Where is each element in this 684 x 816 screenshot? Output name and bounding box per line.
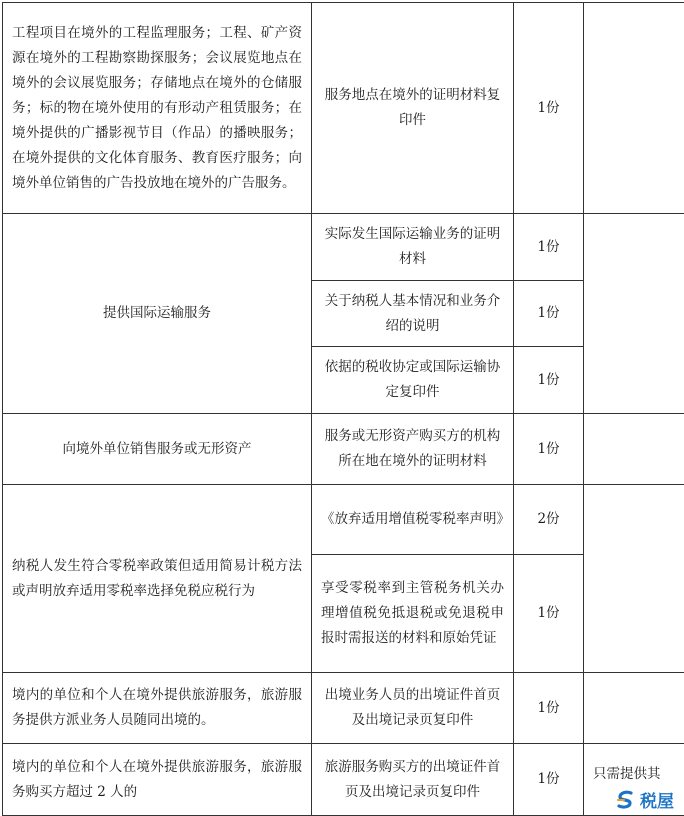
copies-cell: 1份 (514, 744, 584, 816)
table-row (3, 673, 684, 744)
remark-cell (584, 673, 684, 744)
material-cell: 服务或无形资产购买方的机构所在地在境外的证明材料 (312, 414, 514, 485)
service-item-cell: 境内的单位和个人在境外提供旅游服务，旅游服务提供方派业务人员随同出境的。 (3, 673, 312, 744)
material-cell: 实际发生国际运输业务的证明材料 (312, 214, 514, 281)
copies-cell: 2份 (514, 485, 584, 555)
remark-cell (584, 414, 684, 485)
service-item-cell: 提供国际运输服务 (3, 214, 312, 414)
shuiwu-logo-icon (615, 790, 637, 810)
materials-table (2, 2, 684, 816)
material-cell: 依据的税收协定或国际运输协定复印件 (312, 347, 514, 414)
remark-text: 只需提供其 (593, 766, 661, 782)
table-row (3, 214, 684, 281)
copies-cell: 1份 (514, 347, 584, 414)
service-item-cell: 境内的单位和个人在境外提供旅游服务，旅游服务购买方超过 2 人的 (3, 744, 312, 816)
remark-cell (584, 3, 684, 214)
remark-cell (584, 214, 684, 414)
service-item-cell: 工程项目在境外的工程监理服务；工程、矿产资源在境外的工程勘察勘探服务；会议展览地点在境外的会议展览服务；存储地点在境外的仓储服务；标的物在境外使用的有形动产租赁服务；在境外提供的广播影视节目（作品）的播映服务；在境外提供的文化体育服务、教育医疗服务；向境外单位销售的广告投放地在境外的广告服务。 (3, 3, 312, 214)
table-row (3, 414, 684, 485)
copies-cell: 1份 (514, 673, 584, 744)
watermark (615, 787, 674, 812)
copies-cell: 1份 (514, 3, 584, 214)
material-cell: 享受零税率到主管税务机关办理增值税免抵退税或免退税申报时需报送的材料和原始凭证 (312, 555, 514, 673)
table-row (3, 3, 684, 214)
copies-cell: 1份 (514, 555, 584, 673)
table-row (3, 485, 684, 555)
copies-cell: 1份 (514, 214, 584, 281)
remark-cell (584, 485, 684, 673)
material-cell: 出境业务人员的出境证件首页及出境记录页复印件 (312, 673, 514, 744)
material-cell: 旅游服务购买方的出境证件首页及出境记录页复印件 (312, 744, 514, 816)
material-cell: 服务地点在境外的证明材料复印件 (312, 3, 514, 214)
service-item-cell: 向境外单位销售服务或无形资产 (3, 414, 312, 485)
material-cell: 《放弃适用增值税零税率声明》 (312, 485, 514, 555)
table-row (3, 744, 684, 816)
service-item-cell: 纳税人发生符合零税率政策但适用简易计税方法或声明放弃适用零税率选择免税应税行为 (3, 485, 312, 673)
copies-cell: 1份 (514, 281, 584, 347)
copies-cell: 1份 (514, 414, 584, 485)
material-cell: 关于纳税人基本情况和业务介绍的说明 (312, 281, 514, 347)
watermark-text: 税屋 (640, 792, 674, 812)
